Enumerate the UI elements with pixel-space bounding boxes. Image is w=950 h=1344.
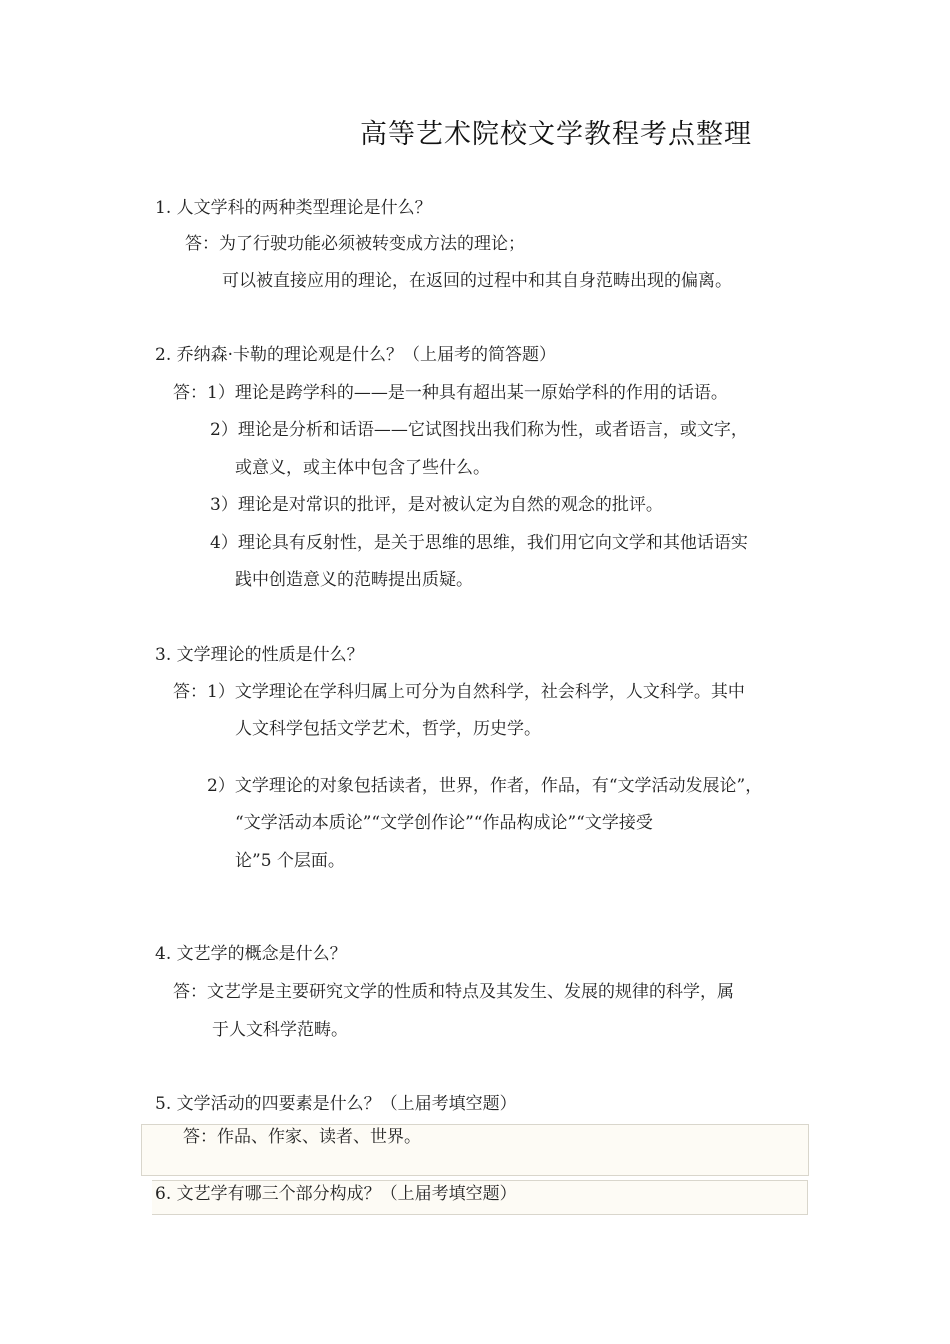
answer-3-item-1-line-2: 人文科学包括文学艺术，哲学，历史学。 xyxy=(235,719,541,739)
answer-2-item-3: 3）理论是对常识的批评，是对被认定为自然的观念的批评。 xyxy=(210,495,663,515)
question-4: 4. 文艺学的概念是什么？ xyxy=(155,944,347,964)
answer-5: 答：作品、作家、读者、世界。 xyxy=(183,1127,421,1147)
answer-2-item-4-line-2: 践中创造意义的范畴提出质疑。 xyxy=(235,570,473,590)
answer-3-item-2-line-3: 论”5 个层面。 xyxy=(235,851,345,871)
page-title: 高等艺术院校文学教程考点整理 xyxy=(360,119,752,150)
answer-3-item-2-line-2: “文学活动本质论”“文学创作论”“作品构成论”“文学接受 xyxy=(235,813,653,833)
answer-4-line-2: 于人文科学范畴。 xyxy=(212,1020,348,1040)
answer-2-item-1: 答：1）理论是跨学科的——是一种具有超出某一原始学科的作用的话语。 xyxy=(173,383,728,403)
answer-1-line-2: 可以被直接应用的理论，在返回的过程中和其自身范畴出现的偏离。 xyxy=(222,271,732,291)
question-5: 5. 文学活动的四要素是什么？（上届考填空题） xyxy=(155,1094,517,1114)
question-2: 2. 乔纳森·卡勒的理论观是什么？（上届考的简答题） xyxy=(155,345,557,365)
question-6: 6. 文艺学有哪三个部分构成？（上届考填空题） xyxy=(155,1184,517,1204)
answer-3-item-2-line-1: 2）文学理论的对象包括读者，世界，作者，作品，有“文学活动发展论”， xyxy=(207,776,763,796)
answer-2-item-4-line-1: 4）理论具有反射性，是关于思维的思维，我们用它向文学和其他话语实 xyxy=(210,533,748,553)
answer-3-item-1-line-1: 答：1）文学理论在学科归属上可分为自然科学，社会科学，人文科学。其中 xyxy=(173,682,745,702)
answer-2-item-2-line-2: 或意义，或主体中包含了些什么。 xyxy=(235,458,490,478)
answer-1-line-1: 答：为了行驶功能必须被转变成方法的理论； xyxy=(185,234,525,254)
answer-4-line-1: 答：文艺学是主要研究文学的性质和特点及其发生、发展的规律的科学，属 xyxy=(173,982,734,1002)
answer-2-item-2-line-1: 2）理论是分析和话语——它试图找出我们称为性，或者语言，或文字， xyxy=(210,420,748,440)
question-1: 1. 人文学科的两种类型理论是什么？ xyxy=(155,198,432,218)
question-3: 3. 文学理论的性质是什么？ xyxy=(155,645,364,665)
